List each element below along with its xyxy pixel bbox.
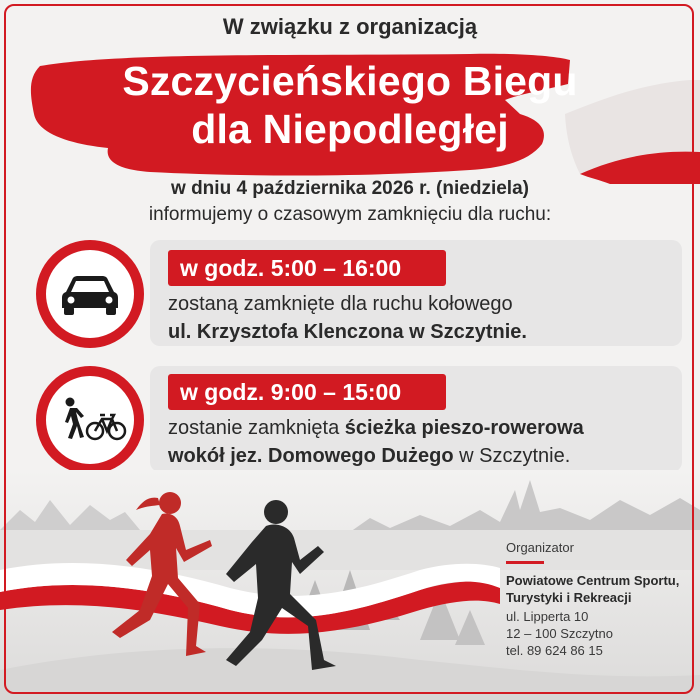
closure-2-path-name: ścieżka pieszo-rowerowa: [344, 417, 584, 439]
organizer-label: Organizator: [506, 540, 574, 555]
intro-text: W związku z organizacją: [222, 14, 478, 39]
lake: [0, 530, 700, 570]
organizer-name-line-2: Turystyki i Rekreacji: [506, 590, 632, 605]
event-date: w dniu 4 października 2026 r. (niedziela): [171, 178, 529, 199]
organizer-postcode: 12 – 100 Szczytno: [506, 626, 613, 641]
organizer-phone: tel. 89 624 86 15: [506, 643, 603, 658]
organizer-divider: [506, 561, 544, 564]
closure-1-time: w godz. 5:00 – 16:00: [168, 250, 446, 286]
closure-1-description: zostaną zamknięte dla ruchu kołowego: [168, 293, 513, 315]
closure-1-street: [168, 321, 527, 344]
event-title-line-1: Szczycieńskiego Biegu: [122, 58, 578, 104]
closure-2-description: [168, 417, 584, 440]
organizer-name-line-1: Powiatowe Centrum Sportu,: [506, 573, 680, 588]
no-motor-vehicles-sign-icon: [36, 240, 144, 348]
closure-1-street-name: ul. Krzysztofa Klenczona: [168, 321, 404, 343]
closure-2-time: w godz. 9:00 – 15:00: [168, 374, 446, 410]
organizer-address: [506, 608, 613, 659]
closure-2-desc-pre: zostanie zamknięta: [168, 417, 345, 439]
closure-2-location: [168, 445, 570, 468]
closure-1-town: w Szczytnie.: [403, 321, 527, 343]
no-pedestrians-and-bicycles-sign-icon: [36, 366, 144, 474]
event-title-line-2: dla Niepodległej: [191, 106, 509, 152]
closure-info-text: informujemy o czasowym zamknięciu dla ruchu:: [148, 204, 552, 225]
closure-2-lake-name: wokół jez. Domowego Dużego: [168, 445, 454, 467]
closure-2-town: w Szczytnie.: [453, 445, 571, 467]
organizer-street: ul. Lipperta 10: [506, 609, 589, 624]
organizer-name: [506, 572, 679, 606]
